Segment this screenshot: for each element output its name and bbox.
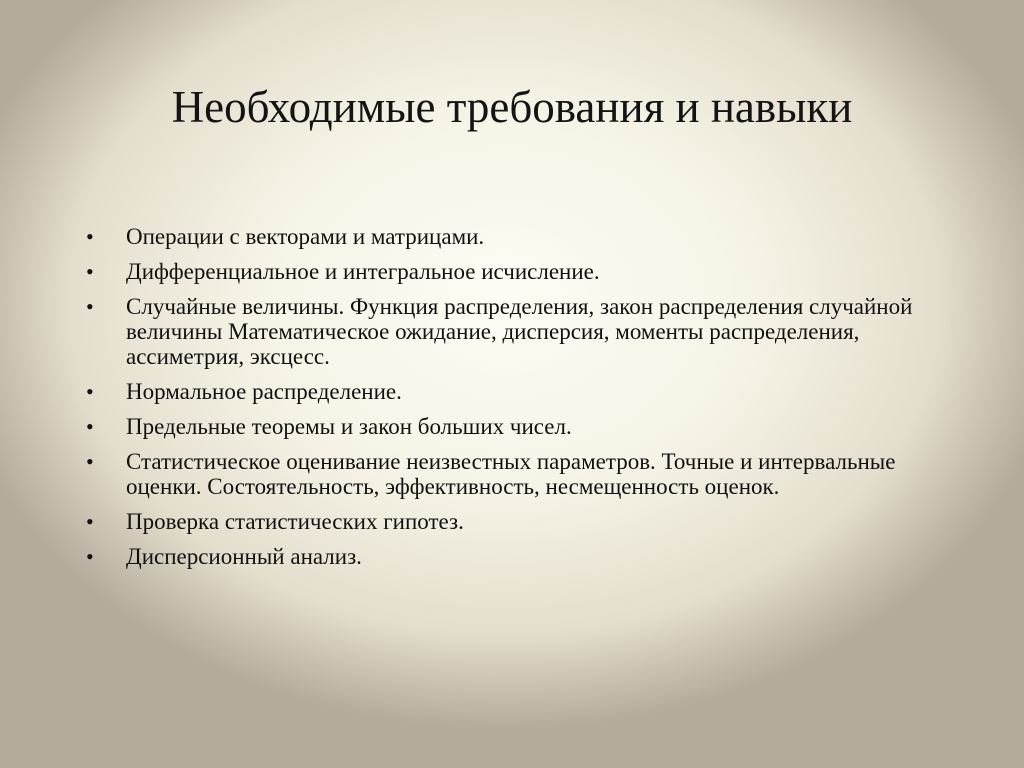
bullet-list bbox=[86, 224, 936, 579]
bullet-icon: • bbox=[86, 224, 94, 249]
bullet-text: Нормальное распределение. bbox=[126, 379, 402, 404]
bullet-icon: • bbox=[86, 544, 94, 569]
bullet-text: Предельные теоремы и закон больших чисел. bbox=[126, 414, 572, 439]
bullet-icon: • bbox=[86, 294, 94, 319]
bullet-icon: • bbox=[86, 379, 94, 404]
bullet-text: Статистическое оценивание неизвестных параметров. Точные и интервальные оценки. Состоятельность, эффективность, несмещенность оценок. bbox=[126, 449, 896, 499]
slide-title: Необходимые требования и навыки bbox=[171, 82, 853, 132]
bullet-item bbox=[86, 259, 936, 284]
bullet-icon: • bbox=[86, 449, 94, 474]
bullet-text: Проверка статистических гипотез. bbox=[126, 509, 464, 534]
bullet-item bbox=[86, 449, 936, 499]
bullet-text: Дисперсионный анализ. bbox=[126, 544, 362, 569]
bullet-icon: • bbox=[86, 414, 94, 439]
bullet-text: Дифференциальное и интегральное исчисление. bbox=[126, 259, 600, 284]
bullet-item bbox=[86, 509, 936, 534]
bullet-text: Случайные величины. Функция распределения, закон распределения случайной величины Математическое ожидание, дисперсия, моменты распределения, ассиметрия, эксцесс. bbox=[126, 294, 913, 369]
bullet-text: Операции с векторами и матрицами. bbox=[126, 224, 485, 249]
bullet-item bbox=[86, 379, 936, 404]
bullet-item bbox=[86, 414, 936, 439]
bullet-item bbox=[86, 294, 936, 369]
bullet-icon: • bbox=[86, 259, 94, 284]
bullet-icon: • bbox=[86, 509, 94, 534]
bullet-item bbox=[86, 544, 936, 569]
bullet-item bbox=[86, 224, 936, 249]
